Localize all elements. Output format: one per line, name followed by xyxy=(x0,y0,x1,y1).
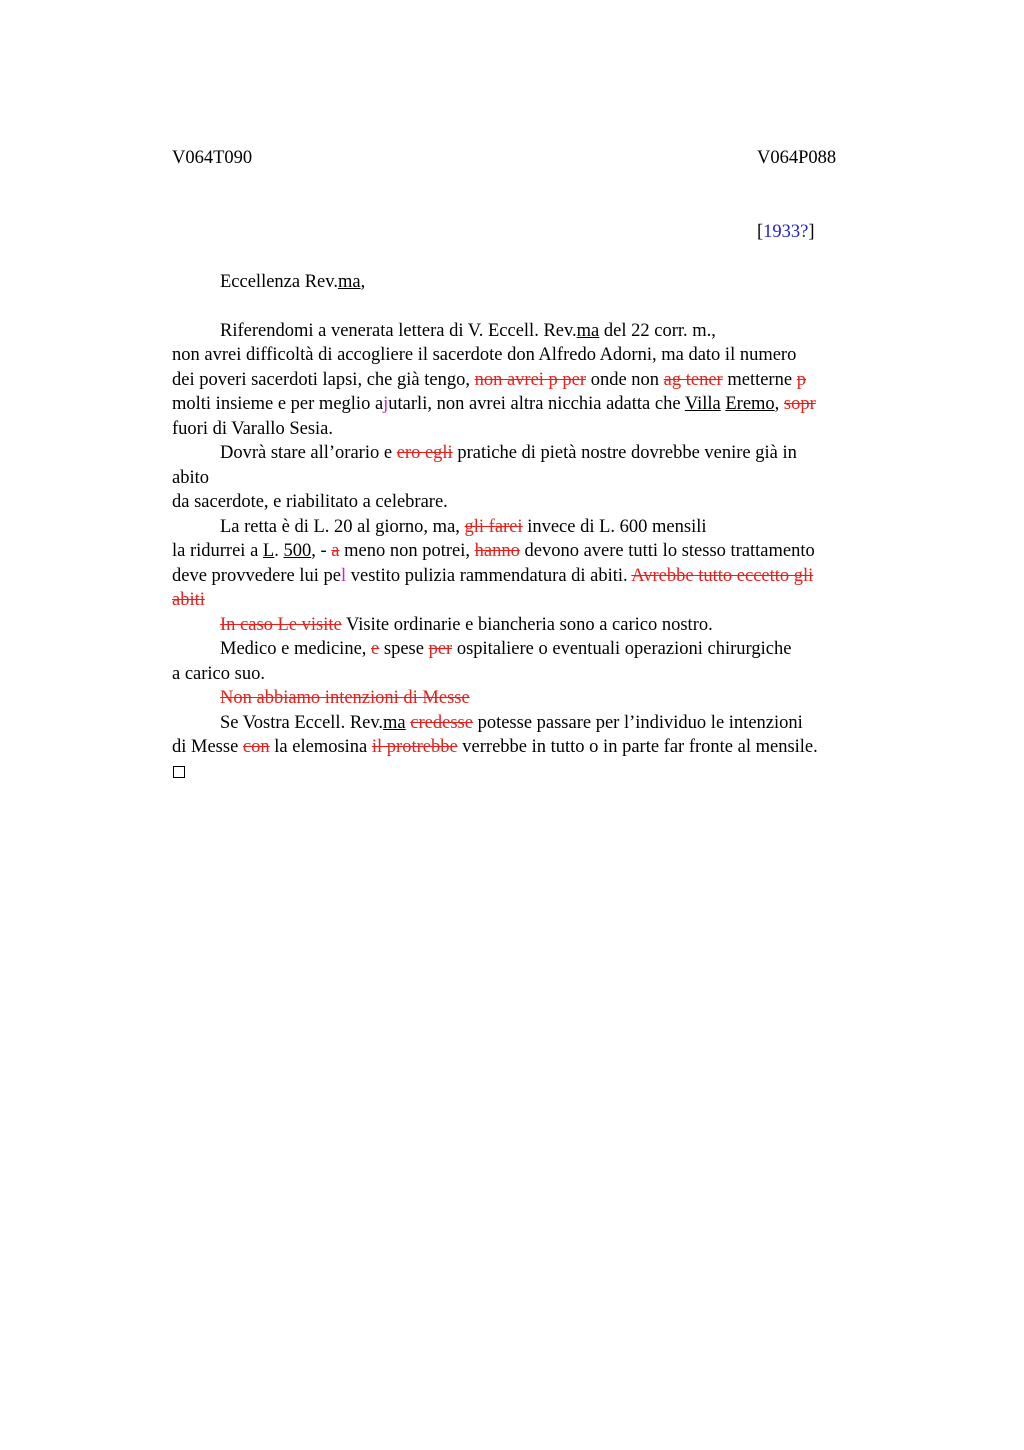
paragraph-gap xyxy=(172,295,912,319)
deleted-text: a xyxy=(331,541,340,561)
end-of-document-box-icon xyxy=(173,766,185,778)
text-run: fuori di Varallo Sesia. xyxy=(172,418,333,439)
text-run: , - xyxy=(311,541,332,561)
deleted-text: con xyxy=(242,737,270,757)
text-run: dei poveri sacerdoti lapsi, che già tengo, xyxy=(172,369,475,390)
text-run: la elemosina xyxy=(269,737,372,757)
text-line-14 xyxy=(172,637,912,662)
text-line-13 xyxy=(172,613,912,638)
text-line-12 xyxy=(172,588,912,613)
text-run: verrebbe in tutto o in parte far fronte al mensile. xyxy=(457,737,818,757)
text-line-8 xyxy=(172,490,912,515)
text-line-4 xyxy=(172,392,912,417)
superscript-abbrev: ma xyxy=(576,320,600,341)
inserted-text: j xyxy=(383,394,389,414)
underlined-text: L xyxy=(262,541,275,561)
text-run: non avrei difficoltà di accogliere il sacerdote don Alfredo Adorni, ma dato il numero xyxy=(172,345,797,365)
deleted-text: abiti xyxy=(172,590,205,610)
text-run: La retta è di L. 20 al giorno, ma, xyxy=(220,516,465,537)
deleted-text: p xyxy=(796,369,806,390)
deleted-text: credesse xyxy=(410,712,473,733)
text-run: la ridurrei a xyxy=(172,541,263,561)
text-run: molti insieme e per meglio a xyxy=(172,394,384,414)
text-line-9 xyxy=(172,515,912,540)
underlined-text: 500 xyxy=(283,541,312,561)
inserted-text: l xyxy=(341,565,347,586)
letter-body xyxy=(172,270,912,784)
date-bracket-close: ] xyxy=(808,222,815,242)
salutation xyxy=(172,270,912,295)
deleted-text: e xyxy=(371,639,380,659)
deleted-text: In caso Le visite xyxy=(220,614,342,635)
text-line-18 xyxy=(172,735,912,760)
deleted-text: Non abbiamo intenzioni di Messe xyxy=(220,688,470,708)
text-run: deve provvedere lui pe xyxy=(172,565,341,586)
underlined-text: Villa xyxy=(684,394,721,414)
text-line-3 xyxy=(172,368,912,393)
text-run: Visite ordinarie e biancheria sono a carico nostro. xyxy=(341,614,713,635)
text-run: da sacerdote, e riabilitato a celebrare. xyxy=(172,492,448,512)
end-marker-line xyxy=(172,760,912,785)
underlined-text: Eremo xyxy=(725,394,775,414)
date-annotation xyxy=(757,221,815,243)
text-run: spese xyxy=(379,639,429,659)
text-run: , xyxy=(774,394,784,414)
text-line-11 xyxy=(172,564,912,589)
text-run: . xyxy=(274,541,284,561)
text-run: Eccellenza Rev. xyxy=(220,272,338,292)
deleted-text: ag tener xyxy=(663,369,723,390)
text-run: utarli, non avrei altra nicchia adatta che xyxy=(388,394,685,414)
text-run: Medico e medicine, xyxy=(220,639,372,659)
text-run: vestito pulizia rammendatura di abiti. xyxy=(346,565,632,586)
document-code-left: V064T090 xyxy=(172,148,253,168)
deleted-text: il protrebbe xyxy=(371,737,458,757)
text-run: Riferendomi a venerata lettera di V. Eccell. Rev. xyxy=(220,320,577,341)
text-line-7 xyxy=(172,466,912,491)
text-line-16 xyxy=(172,686,912,711)
deleted-text: Avrebbe tutto eccetto gli xyxy=(631,565,814,586)
text-line-15 xyxy=(172,662,912,687)
text-run: del 22 corr. m., xyxy=(599,320,716,341)
text-line-10 xyxy=(172,539,912,564)
text-run: meno non potrei, xyxy=(339,541,475,561)
document-code-right: V064P088 xyxy=(757,148,837,168)
text-run: ospitaliere o eventuali operazioni chirurgiche xyxy=(452,639,792,659)
text-run: potesse passare per l’individuo le intenzioni xyxy=(472,712,803,733)
text-line-1 xyxy=(172,319,912,344)
text-line-17 xyxy=(172,711,912,736)
superscript-abbrev: ma xyxy=(337,272,361,292)
text-line-2 xyxy=(172,343,912,368)
text-run: Dovrà stare all’orario e xyxy=(220,443,397,463)
text-run: devono avere tutti lo stesso trattamento xyxy=(519,541,815,561)
text-run: a carico suo. xyxy=(172,663,265,684)
text-run: di Messe xyxy=(172,737,243,757)
deleted-text: hanno xyxy=(474,541,520,561)
date-value: 1933? xyxy=(763,222,809,242)
deleted-text: gli farei xyxy=(464,516,523,537)
date-bracket-open: [ xyxy=(757,222,764,242)
text-run: pratiche di pietà nostre dovrebbe venire già in xyxy=(452,443,797,463)
superscript-abbrev: ma xyxy=(383,712,406,733)
text-run: onde non xyxy=(586,369,664,390)
text-line-6 xyxy=(172,441,912,466)
text-run: abito xyxy=(172,467,209,488)
deleted-text: non avrei p per xyxy=(474,369,587,390)
deleted-text: sopr xyxy=(783,394,816,414)
text-line-5 xyxy=(172,417,912,442)
deleted-text: ero egli xyxy=(396,443,453,463)
text-run: , xyxy=(360,272,366,292)
text-run: metterne xyxy=(722,369,797,390)
text-run: Se Vostra Eccell. Rev. xyxy=(220,712,384,733)
text-run: invece di L. 600 mensili xyxy=(522,516,707,537)
deleted-text: per xyxy=(428,639,453,659)
